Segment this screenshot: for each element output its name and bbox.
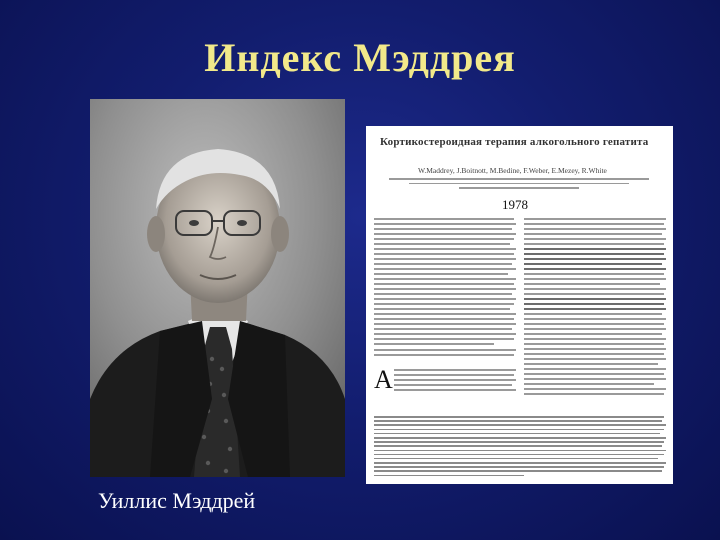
portrait-photo bbox=[90, 99, 345, 477]
paper-footnote-block bbox=[374, 416, 666, 479]
paper-page bbox=[366, 126, 673, 484]
paper-left-column bbox=[374, 218, 516, 359]
paper-right-column bbox=[524, 218, 666, 398]
slide-title: Индекс Мэддрея bbox=[204, 35, 516, 80]
paper-authors: W.Maddrey, J.Boitnott, M.Bedine, F.Weber, E.Mezey, R.White bbox=[418, 166, 607, 175]
paper-title: Кортикостероидная терапия алкогольного гепатита bbox=[380, 136, 649, 148]
paper-affiliation-lines bbox=[384, 178, 654, 192]
paper-left-lower-lines bbox=[394, 369, 516, 394]
paper-year: 1978 bbox=[502, 197, 528, 212]
photo-caption: Уиллис Мэддрей bbox=[98, 488, 256, 513]
paper-dropcap: А bbox=[374, 365, 393, 394]
